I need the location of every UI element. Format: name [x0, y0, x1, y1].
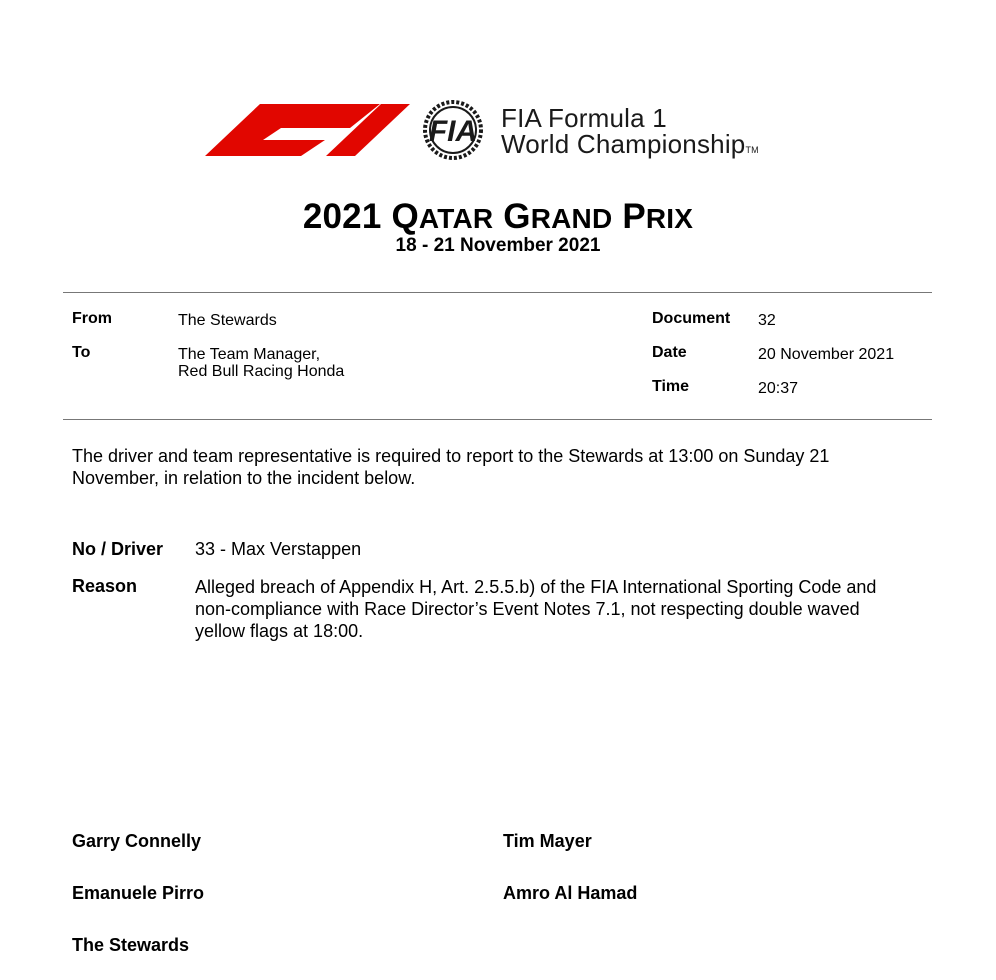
title-p: P: [622, 197, 646, 236]
intro-line-1: The driver and team representative is required to report to the Stewards at 13:00 on Sunday 21: [72, 446, 830, 466]
f1-logo-icon: [205, 100, 410, 160]
signatory-3: Emanuele Pirro: [72, 883, 205, 903]
to-value-line-2: Red Bull Racing Honda: [178, 363, 345, 380]
signatory-4: Amro Al Hamad: [503, 883, 638, 903]
title-g: G: [503, 197, 531, 236]
title-atar: ATAR: [418, 203, 494, 234]
from-value: The Stewards: [178, 312, 277, 329]
to-label: To: [72, 344, 91, 361]
title-year: 2021: [302, 197, 382, 236]
driver-value: 33 - Max Verstappen: [195, 539, 362, 559]
date-value: 20 November 2021: [758, 346, 895, 363]
title-q: Q: [391, 197, 419, 236]
time-label: Time: [652, 378, 690, 395]
brand-line-2-text: World Championship: [501, 129, 746, 159]
trademark: TM: [745, 145, 759, 155]
reason-line-1: Alleged breach of Appendix H, Art. 2.5.5.b) of the FIA International Sporting Code and: [195, 577, 877, 597]
divider-bottom: [63, 419, 932, 420]
time-value: 20:37: [758, 380, 799, 397]
fia-emblem-text: FIA: [428, 115, 478, 148]
fia-emblem-icon: [410, 100, 496, 160]
brand-line-2: [501, 129, 759, 162]
reason-line-3: yellow flags at 18:00.: [195, 621, 364, 641]
document-label: Document: [652, 310, 731, 327]
intro-line-2: November, in relation to the incident below.: [72, 468, 416, 488]
reason-line-2: non-compliance with Race Director’s Event Notes 7.1, not respecting double waved: [195, 599, 860, 619]
to-value-line-1: The Team Manager,: [178, 346, 321, 363]
page-title: [0, 197, 996, 239]
date-label: Date: [652, 344, 687, 361]
signatory-1: Garry Connelly: [72, 831, 202, 851]
from-label: From: [72, 310, 112, 327]
event-dates: 18 - 21 November 2021: [395, 235, 601, 256]
header-logo: [205, 100, 815, 160]
document-value: 32: [758, 312, 776, 329]
brand-line-1: FIA Formula 1: [501, 103, 667, 133]
divider-top: [63, 292, 932, 293]
signatory-2: Tim Mayer: [503, 831, 592, 851]
title-rix: RIX: [645, 203, 694, 234]
driver-label: No / Driver: [72, 539, 164, 559]
title-rand: RAND: [530, 203, 613, 234]
reason-label: Reason: [72, 576, 138, 596]
stewards-footer: The Stewards: [72, 935, 190, 955]
